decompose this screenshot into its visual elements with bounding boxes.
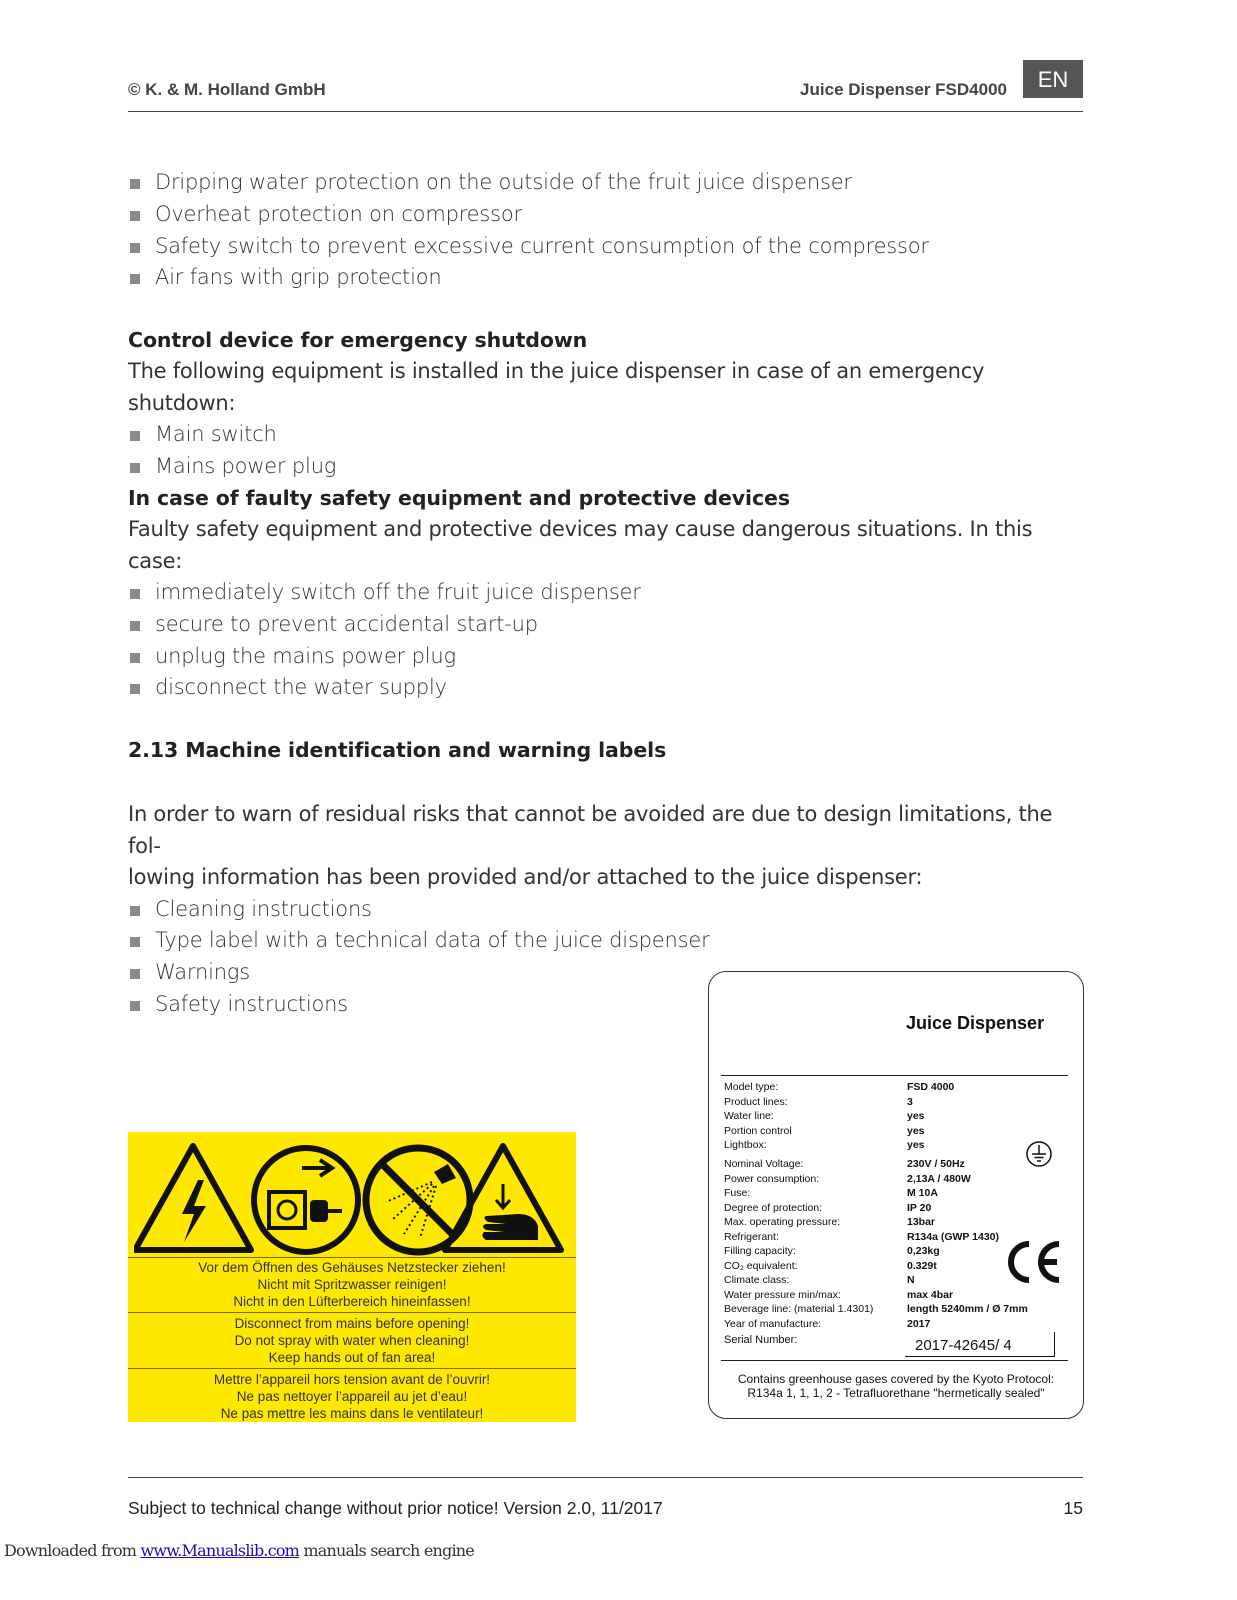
emergency-heading: Control device for emergency shutdown (128, 328, 588, 352)
list-item: secure to prevent accidental start-up (128, 609, 1083, 641)
sticker-line: Ne pas mettre les mains dans le ventilateur! (220, 1405, 484, 1421)
spec-row (724, 1201, 1064, 1216)
spec-value: 230V / 50Hz (907, 1158, 965, 1170)
sticker-line: Disconnect from mains before opening! (234, 1316, 470, 1331)
list-item: Safety instructions (128, 989, 1083, 1021)
list-item: Dripping water protection on the outside of the fruit juice dispenser (128, 167, 1083, 199)
spec-key: Lightbox: (724, 1139, 767, 1151)
spec-value: 3 (907, 1095, 913, 1108)
spec-key: Degree of protection: (724, 1201, 823, 1214)
spec-row (724, 1095, 1064, 1110)
spec-row (724, 1215, 1064, 1230)
protection-list (128, 167, 1083, 294)
sticker-line: Ne pas nettoyer l’appareil au jet d’eau! (236, 1388, 468, 1404)
sticker-divider (128, 1312, 576, 1313)
emergency-intro: The following equipment is installed in the juice dispenser in case of an emergency shutdown: (128, 359, 985, 415)
list-item: Overheat protection on compressor (128, 199, 1083, 231)
spec-value: N (907, 1274, 915, 1286)
spec-row (724, 1080, 1064, 1095)
section-intro-line2: lowing information has been provided and/or attached to the juice dispenser: (128, 865, 923, 889)
spec-row (724, 1109, 1064, 1124)
list-item: Type label with a technical data of the juice dispenser (128, 925, 1083, 957)
sticker-line: Do not spray with water when cleaning! (234, 1332, 470, 1348)
download-suffix: manuals search engine (299, 1541, 474, 1560)
page-number: 15 (1063, 1498, 1083, 1518)
sticker-text-en (128, 1316, 576, 1366)
spec-value: yes (907, 1124, 925, 1137)
footer-rule (128, 1477, 1083, 1478)
list-item: immediately switch off the fruit juice dispenser (128, 577, 1083, 609)
spec-value: yes (907, 1110, 925, 1122)
type-plate (708, 971, 1084, 1419)
spec-value: 2017 (907, 1317, 931, 1330)
spec-value: IP 20 (907, 1201, 932, 1214)
warning-sticker (128, 1132, 576, 1422)
ce-mark-icon (1005, 1240, 1063, 1284)
section-2-13 (128, 735, 1083, 766)
warning-pictograms (134, 1140, 570, 1256)
sticker-text-de (128, 1260, 576, 1310)
spec-value: M 10A (907, 1187, 938, 1199)
protection-section (128, 167, 1083, 294)
list-item: Warnings (128, 957, 1083, 989)
hand-hazard-icon (445, 1146, 561, 1250)
spec-key: Product lines: (724, 1095, 788, 1108)
list-item: Safety switch to prevent excessive current consumption of the compressor (128, 231, 1083, 263)
ghg-line2: R134a 1, 1, 1, 2 - Tetrafluorethane "hermetically sealed" (747, 1386, 1045, 1400)
language-badge: EN (1023, 60, 1083, 98)
faulty-list (128, 577, 1083, 704)
spec-value: length 5240mm / Ø 7mm (907, 1303, 1028, 1315)
spec-row (724, 1302, 1064, 1317)
spec-row (724, 1186, 1064, 1201)
spec-row (724, 1317, 1064, 1332)
sticker-divider (128, 1368, 576, 1369)
electric-hazard-icon (135, 1146, 251, 1250)
spec-row (724, 1288, 1064, 1303)
spec-row (724, 1124, 1064, 1139)
spec-value: 0.329t (907, 1259, 937, 1272)
spec-key: Refrigerant: (724, 1230, 779, 1243)
spec-value: 2,13A / 480W (907, 1172, 971, 1185)
spec-value: 13bar (907, 1216, 936, 1228)
spec-value: max 4bar (907, 1288, 954, 1301)
protective-earth-icon (1025, 1140, 1053, 1168)
sticker-line: Vor dem Öffnen des Gehäuses Netzstecker ziehen! (198, 1260, 506, 1275)
spec-key: Water pressure min/max: (724, 1288, 841, 1301)
spec-value: FSD 4000 (907, 1081, 955, 1093)
spec-key: Year of manufacture: (724, 1317, 822, 1330)
header-copyright: © K. & M. Holland GmbH (128, 80, 326, 99)
plate-title: Juice Dispenser (906, 1013, 1045, 1033)
spec-group-basic (724, 1080, 1064, 1153)
sticker-line: Keep hands out of fan area! (268, 1349, 436, 1365)
spec-value: yes (907, 1139, 925, 1151)
spec-key: CO₂ equivalent: (724, 1259, 798, 1272)
list-item: Air fans with grip protection (128, 262, 1083, 294)
section-heading: 2.13 Machine identification and warning labels (128, 738, 667, 762)
faulty-intro: Faulty safety equipment and protective devices may cause dangerous situations. In this case: (128, 517, 1033, 573)
section-intro-line1: In order to warn of residual risks that cannot be avoided are due to design limitations, the fol- (128, 802, 1053, 858)
spec-key: Beverage line: (material 1.4301) (724, 1303, 874, 1315)
serial-number-field: 2017-42645/ 4 (905, 1332, 1055, 1357)
list-item: disconnect the water supply (128, 672, 1083, 704)
spec-key: Fuse: (724, 1187, 751, 1199)
download-prefix: Downloaded from (4, 1541, 141, 1560)
spec-key: Climate class: (724, 1274, 790, 1286)
sticker-line: Mettre l’appareil hors tension avant de l’ouvrir! (213, 1372, 491, 1387)
sticker-divider (128, 1257, 576, 1258)
spec-key: Model type: (724, 1081, 779, 1093)
faulty-heading: In case of faulty safety equipment and protective devices (128, 486, 790, 510)
header-rule (128, 111, 1083, 112)
ghg-line1: Contains greenhouse gases covered by the Kyoto Protocol: (737, 1372, 1055, 1386)
spec-value: R134a (GWP 1430) (907, 1230, 1000, 1243)
emergency-list (128, 419, 1083, 483)
spec-key: Max. operating pressure: (724, 1216, 841, 1228)
spec-key: Water line: (724, 1110, 774, 1122)
spec-key: Nominal Voltage: (724, 1158, 804, 1170)
spec-key: Portion control (724, 1124, 792, 1137)
serial-label: Serial Number: (724, 1334, 798, 1346)
list-item: Mains power plug (128, 451, 1083, 483)
header-product-title: Juice Dispenser FSD4000 (800, 80, 1007, 99)
list-item: unplug the mains power plug (128, 641, 1083, 673)
faulty-section (128, 483, 1083, 704)
spec-key: Power consumption: (724, 1172, 820, 1185)
footer-notice: Subject to technical change without prior notice! Version 2.0, 11/2017 (128, 1498, 663, 1518)
spec-value: 0,23kg (907, 1245, 940, 1257)
emergency-section (128, 325, 1083, 483)
plate-rule (721, 1075, 1068, 1076)
spec-key: Filling capacity: (724, 1245, 796, 1257)
spec-row (724, 1157, 1064, 1172)
sticker-text-fr (128, 1372, 576, 1422)
spec-row (724, 1138, 1064, 1153)
manualslib-link[interactable]: www.Manualslib.com (140, 1541, 300, 1560)
plate-rule (721, 1360, 1068, 1361)
spec-row (724, 1172, 1064, 1187)
unplug-icon (254, 1148, 358, 1252)
sticker-line: Nicht in den Lüfterbereich hineinfassen! (233, 1293, 471, 1309)
sticker-line: Nicht mit Spritzwasser reinigen! (257, 1276, 447, 1292)
list-item: Main switch (128, 419, 1083, 451)
list-item: Cleaning instructions (128, 894, 1083, 926)
download-credit (4, 1541, 474, 1560)
